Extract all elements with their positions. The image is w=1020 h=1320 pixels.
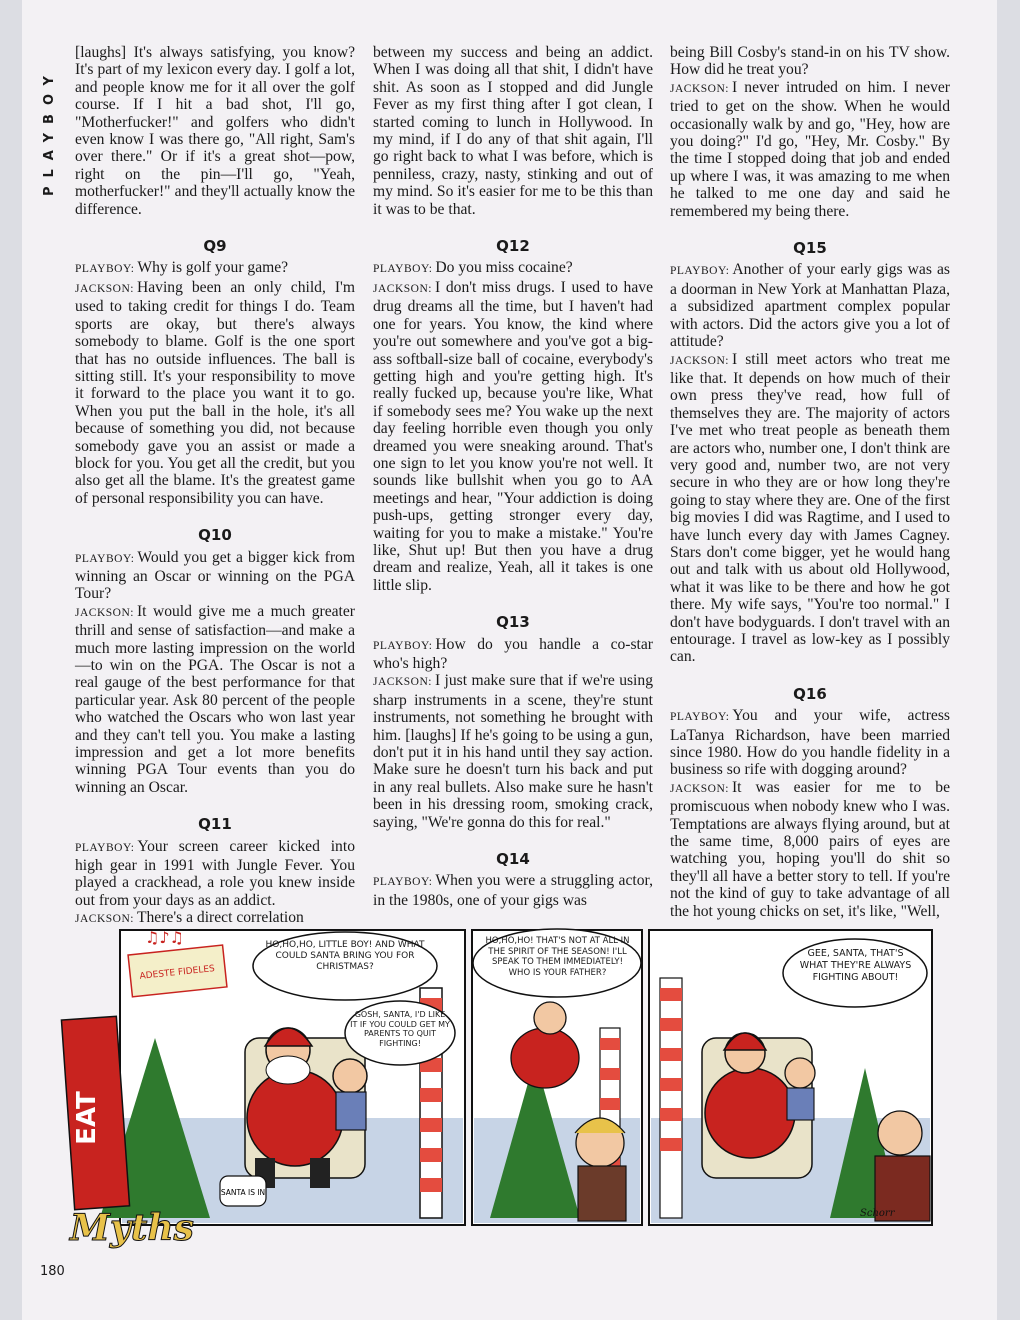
q11-heading: Q11 [198, 815, 232, 834]
answer-text: I don't miss drugs. I used to have drug dreams all the time, but I haven't had one for years. You know, the kind where you're out somewhere and you've got a big-ass softball-size ball of cocaine, everybody's getting high and you're getting high. It's really fucked up, because you're like, What if somebody sees me? You wake up the next day feeling horrible even though you only dreamed you were sneaking around. That's one sign to let you know you're not well. It sounds like bullshit when you go to AA meetings and hear, "Your addiction is doing push-ups, getting stronger every day, waiting for you to make a mistake." You're like, Shut up! But then you have a drug dream and realize, Yeah, all it takes is one little slip. [373, 278, 653, 594]
column-1 [75, 44, 355, 929]
comic-panel-3 [649, 930, 932, 1225]
col1-intro: [laughs] It's always satisfying, you know? It's part of my lexicon every day. I golf a lot, and people know me for it all over the golf course. If I hit a bad shot, I'll go, "Motherfucker!" and golfers who didn't even know I was there go, "All right, Sam's over there." Or if it's a great shot—pow, right on the pin—I'll go, "Yeah, motherfucker!" and they'll actually know the difference. [75, 44, 355, 218]
kid-figure [333, 1059, 367, 1130]
q9-answer [75, 279, 355, 507]
q13-question [373, 636, 653, 673]
speaker-jackson: JACKSON: [670, 782, 729, 795]
q14-heading: Q14 [496, 850, 530, 869]
q16-answer [670, 779, 950, 920]
santa-is-in-sign: SANTA IS IN [220, 1188, 266, 1197]
speaker-playboy: PLAYBOY: [373, 263, 433, 276]
speaker-jackson: JACKSON: [373, 282, 432, 295]
speaker-playboy: PLAYBOY: [373, 876, 433, 889]
q12-answer [373, 279, 653, 594]
speaker-jackson: JACKSON: [670, 354, 729, 367]
question-text: How do you handle a co-star who's high? [373, 635, 653, 672]
mother-figure [575, 1118, 626, 1221]
speaker-playboy: PLAYBOY: [670, 265, 730, 278]
speaker-jackson: JACKSON: [373, 676, 432, 689]
comic-panel-2 [472, 929, 642, 1225]
answer-text: I still meet actors who treat me like that. It depends on how much of their own press they've read, how full of themselves they are. The majority of actors I've met who treat people as beneath them are actors who, number one, I don't think are very good and, number two, are not very secure in who they are or how long they're going to stay where they are. One of the first big movies I did was Ragtime, and I used to have lunch every day with James Cagney. Stars don't come bigger, yet he would hang out and talk with us about old Hollywood, what it was like to be there and how he got there. My wife says, "You're too normal." I don't have bodyguards. I don't travel with an entourage. I travel as low-key as I possibly can. [670, 350, 950, 666]
col2-intro: between my success and being an addict. When I was doing all that shit, I didn't have shit. As soon as I stopped and did Jungle Fever as my first thing after I got clean, I started coming to lunch in Hollywood. In my mind, if I do any of that shit again, I'll go right back to what I was before, which is penniless, crazy, nasty, stinking and out of my mind. So it's easier for me to be this than it was to be that. [373, 44, 653, 218]
santa-speech-bubble-2: HO,HO,HO! THAT'S NOT AT ALL IN THE SPIRIT OF THE SEASON! I'LL SPEAK TO THEM IMMEDIATELY! WHO IS YOUR FATHER? [485, 936, 630, 978]
col3-intro: being Bill Cosby's stand-in on his TV show. How did he treat you? [670, 44, 950, 79]
question-text: Your screen career kicked into high gear in 1991 with Jungle Fever. You played a crackhead, a role you knew inside out from your days as an addict. [75, 837, 355, 909]
column-3 [670, 44, 950, 920]
sign-adeste-fideles: ADESTE FIDELES [139, 964, 216, 982]
q13-answer [373, 672, 653, 831]
q13-heading: Q13 [496, 613, 530, 632]
speaker-playboy: PLAYBOY: [75, 552, 135, 565]
speaker-playboy: PLAYBOY: [670, 711, 730, 724]
kid-figure [785, 1058, 815, 1120]
col3-intro-answer [670, 79, 950, 220]
answer-text: Having been an only child, I'm used to taking credit for things I do. Team sports are okay, but there's always somebody to blame. Golf is the one sport that has no outside influences. The ball is sitting still. It's your responsibility to move it forward to the place you want it to go. When you put the ball in the hole, it's all because of something you did, not because somebody gave you an assist or made a block for you. You get all the credit, but you also get all the blame. It's the greatest game of personal responsibility you can have. [75, 278, 355, 507]
speaker-playboy: PLAYBOY: [373, 639, 433, 652]
artist-signature: Schorr [860, 1208, 895, 1219]
q15-answer [670, 351, 950, 666]
q15-heading: Q15 [793, 239, 827, 258]
kid-speech-bubble-2: GEE, SANTA, THAT'S WHAT THEY'RE ALWAYS FIGHTING ABOUT! [799, 948, 912, 983]
comic-panel-1 [100, 930, 465, 1225]
speaker-jackson: JACKSON: [75, 282, 134, 295]
q16-question [670, 707, 950, 779]
q10-question [75, 549, 355, 603]
q9-question [75, 259, 355, 278]
father-figure [875, 1111, 930, 1221]
comic-strip [60, 918, 960, 1263]
kid-speech-bubble: GOSH, SANTA, I'D LIKE IT IF YOU COULD GET MY PARENTS TO QUIT FIGHTING! [350, 1010, 450, 1048]
answer-text: There's a direct correlation [136, 909, 304, 927]
brand-vertical [38, 40, 60, 200]
question-text: Another of your early gigs was as a doorman in New York at Manhattan Plaza, a subsidized apartment complex popular with actors. Did the actors give you a lot of attitude? [670, 261, 950, 351]
answer-text: It would give me a much greater thrill and sense of satisfaction—and make a much more lasting impression on the world—to win on the PGA. The Oscar is not a real gauge of the best performance for that particular year. Ask 80 percent of the people who watched the Oscars who won last year and they can't tell you. You make a lasting impression and get a lot more benefits winning PGA Tour events than you do winning an Oscar. [75, 602, 355, 796]
q10-heading: Q10 [198, 526, 232, 545]
answer-text: It was easier for me to be promiscuous when nobody knew who I was. Temptations are always flying around, but at the same time, 8,000 pairs of eyes are watching you, hoping you'll do shit so they'll all have a better story to tell. If you're not the kind of guy to take advantage of all the hot young chicks on set, it's like, "Well, [670, 778, 950, 920]
q10-answer [75, 603, 355, 796]
q16-heading: Q16 [793, 684, 827, 703]
q15-question [670, 261, 950, 350]
speaker-jackson: JACKSON: [670, 82, 729, 95]
speaker-playboy: PLAYBOY: [75, 263, 135, 276]
q9-heading: Q9 [203, 237, 227, 256]
q12-heading: Q12 [496, 237, 530, 256]
column-2 [373, 44, 653, 909]
speaker-playboy: PLAYBOY: [75, 841, 135, 854]
question-text: Why is golf your game? [137, 259, 289, 277]
question-text: When you were a struggling actor, in the 1980s, one of your gigs was [373, 872, 653, 909]
question-text: Would you get a bigger kick from winning an Oscar or winning on the PGA Tour? [75, 548, 355, 603]
answer-text: I never intruded on him. I never tried to get on the show. When he would occasionally walk by and go, "Hey, how are you doing?" I'd go, "Hey, Mr. Cosby." By the time I stopped doing that job and ended up where I was, it was amazing to me when he talked to me one day and said he remembered my being there. [670, 78, 950, 220]
speaker-jackson: JACKSON: [75, 606, 134, 619]
music-notes-icon: ♫♪♫ [145, 928, 184, 947]
q12-question [373, 259, 653, 278]
title-eat: EAT [72, 1091, 102, 1145]
question-text: You and your wife, actress LaTanya Richardson, have been married since 1980. How do you handle fidelity in a business so rife with dogging around? [670, 707, 950, 779]
page-number: 180 [40, 1264, 65, 1279]
brand-label: PLAYBOY [42, 67, 57, 196]
q11-question [75, 838, 355, 910]
speaker-jackson: JACKSON: [75, 913, 134, 926]
santa-speech-bubble-1: HO,HO,HO, LITTLE BOY! AND WHAT COULD SANTA BRING YOU FOR CHRISTMAS? [265, 940, 425, 972]
q14-question [373, 872, 653, 909]
answer-text: I just make sure that if we're using sharp instruments in a scene, they're stunt instruments, not something he brought with him. [laughs] If he's going to be using a gun, don't put it in his hand until they say action. Make sure he doesn't turn his back and put in any real bullets. Also make sure he hasn't been in his dressing room, smoking crack, saying, "We're gonna do this for real." [373, 672, 653, 831]
question-text: Do you miss cocaine? [435, 259, 573, 277]
title-myths: Myths [70, 1207, 194, 1249]
